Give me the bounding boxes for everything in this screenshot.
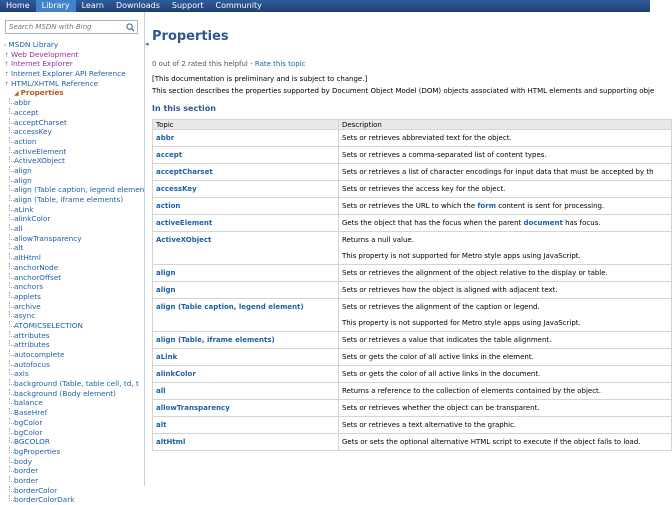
description-note: This property is not supported for Metro style apps using JavaScript. [342,319,581,327]
inline-link[interactable]: form [477,202,496,210]
description-cell [339,299,672,332]
topic-link[interactable]: align (Table caption, legend element) [153,299,339,332]
topic-link[interactable]: abbr [153,130,339,147]
toc-item[interactable] [4,176,144,186]
toc-item[interactable] [4,350,144,360]
table-row [153,332,672,349]
toc-item-label: align [14,165,32,175]
toc-item[interactable] [4,437,144,447]
topic-link[interactable]: all [153,383,339,400]
table-row [153,181,672,198]
topic-link[interactable]: ActiveXObject [153,232,339,265]
topic-link[interactable]: align [153,282,339,299]
toc-item[interactable] [4,331,144,341]
breadcrumb-item[interactable] [4,59,144,69]
description-text [342,303,668,311]
nav-tab-learn[interactable]: Learn [81,1,104,10]
description-segment: content is sent for processing. [496,202,605,210]
topic-link[interactable]: acceptCharset [153,164,339,181]
table-row [153,366,672,383]
toc-item-label: attributes [14,330,50,340]
toc-item[interactable] [4,156,144,166]
toc-current-label: Properties [20,88,64,98]
nav-tab-downloads[interactable]: Downloads [115,1,160,10]
breadcrumb-label: MSDN Library [8,40,59,49]
nav-tab-home[interactable]: Home [6,1,30,10]
toc-item-label: accept [14,107,39,117]
description-cell [339,400,672,417]
toc-item-label: anchors [14,282,43,292]
search-icon[interactable] [126,23,135,32]
description-cell [339,164,672,181]
breadcrumb-item[interactable] [4,50,144,60]
toc-item-label: align (Table, iframe elements) [14,195,124,204]
breadcrumb-label: HTML/XHTML Reference [11,78,99,88]
toc-item[interactable] [4,302,144,312]
nav-tab-library[interactable]: Library [36,0,76,12]
table-header-row [153,120,672,130]
toc-item[interactable] [4,243,144,253]
toc-item[interactable] [4,205,144,215]
description-cell [339,181,672,198]
toc-item[interactable] [4,408,144,418]
description-cell [339,434,672,451]
description-text [342,134,668,142]
description-segment: Returns a null value. [342,236,414,244]
table-row [153,417,672,434]
description-segment: Sets or gets the color of all active links in the element. [342,353,534,361]
toc-item[interactable] [4,428,144,438]
toc-item-label: autocomplete [14,350,65,359]
page-title: Properties [152,29,229,44]
rating-line: 0 out of 2 rated this helpful - Rate this topic [152,60,306,68]
toc-item-label: archive [14,301,41,311]
description-segment: has focus. [562,219,601,227]
toc-item[interactable] [4,166,144,176]
description-segment: Gets or sets the optional alternative HTML script to execute if the object fails to load. [342,438,641,446]
topic-link[interactable]: altHtml [153,434,339,451]
description-segment: Sets or retrieves whether the object can be transparent. [342,404,540,412]
main-content [152,12,655,486]
toc-item[interactable] [4,495,144,505]
table-row [153,215,672,232]
toc-item-label: axis [14,369,29,379]
column-header-topic: Topic [153,120,339,130]
description-text [342,168,668,176]
toc-item-label: activeElement [14,146,67,156]
toc-item-label: BGCOLOR [14,437,50,447]
toc-item[interactable] [4,108,144,118]
collapse-sidebar-icon[interactable]: ◂ [145,40,149,48]
description-cell [339,366,672,383]
toc-item-label: align [14,175,32,185]
toc-current-item [4,88,144,98]
topic-link[interactable]: action [153,198,339,215]
toc-item[interactable] [4,224,144,234]
toc-item[interactable] [4,466,144,476]
toc-item-label: acceptCharset [14,117,67,127]
description-segment: Sets or retrieves a comma-separated list of content types. [342,151,547,159]
toc-item-label: ActiveXObject [14,156,65,166]
description-segment: Sets or retrieves abbreviated text for the object. [342,134,512,142]
breadcrumb-arrow-icon: ↑ [4,51,10,59]
section-description: This section describes the properties supported by Document Object Model (DOM) objects associated with HTML elements and supporting obje [152,87,655,95]
breadcrumb-arrow-icon: ↑ [4,61,10,69]
toc-item[interactable] [4,321,144,331]
breadcrumb-arrow-icon: ‹ [4,42,7,49]
toc-tree [4,40,144,505]
description-cell [339,265,672,282]
toc-item[interactable] [4,292,144,302]
toc-item-label: applets [14,291,41,301]
description-segment: Sets or retrieves the access key for the object. [342,185,506,193]
toc-item[interactable] [4,263,144,273]
toc-item[interactable] [4,447,144,457]
toc-item-label: accessKey [14,127,52,137]
toc-item[interactable] [4,389,144,399]
description-cell [339,215,672,232]
description-text [342,269,668,277]
toc-item[interactable] [4,253,144,263]
toc-item-label: allowTransparency [14,233,82,243]
topic-link[interactable]: aLink [153,349,339,366]
toc-item[interactable] [4,311,144,321]
nav-tab-community[interactable]: Community [215,1,262,10]
toc-item-label: all [14,224,23,234]
description-segment: Gets the object that has the focus when the parent [342,219,524,227]
description-cell [339,198,672,215]
description-text [342,353,668,361]
table-row [153,130,672,147]
description-segment: Sets or retrieves how the object is aligned with adjacent text. [342,286,558,294]
description-cell [339,130,672,147]
toc-item-label: background (Body element) [14,388,116,398]
table-row [153,265,672,282]
rate-topic-link[interactable]: Rate this topic [254,60,306,68]
toc-item[interactable] [4,379,144,389]
toc-item[interactable] [4,282,144,292]
description-text [342,404,668,412]
nav-tab-support[interactable]: Support [171,1,204,10]
toc-item-label: borderColorDark [14,495,75,505]
description-segment: Sets or gets the color of all active links in the document. [342,370,541,378]
toc-item-label: alt [14,243,24,253]
toc-item[interactable] [4,476,144,486]
toc-item[interactable] [4,195,144,205]
preliminary-note: [This documentation is preliminary and is subject to change.] [152,75,368,83]
toc-item-label: ATOMICSELECTION [14,320,83,330]
toc-item[interactable] [4,147,144,157]
description-segment: Sets or retrieves the alignment of the object relative to the display or table. [342,269,608,277]
breadcrumb-arrow-icon: ↑ [4,71,10,79]
description-text [342,286,668,294]
description-cell [339,282,672,299]
topic-link[interactable]: accessKey [153,181,339,198]
table-row [153,434,672,451]
properties-table [152,119,672,451]
in-this-section-heading: In this section [152,104,216,113]
description-note: This property is not supported for Metro style apps using JavaScript. [342,252,581,260]
topic-link[interactable]: align (Table, iframe elements) [153,332,339,349]
description-text [342,421,668,429]
topic-link[interactable]: align [153,265,339,282]
top-nav [0,0,650,12]
toc-item-label: balance [14,398,43,408]
sidebar [0,12,145,505]
search-input[interactable] [6,21,124,33]
toc-item[interactable] [4,457,144,467]
breadcrumb-item[interactable] [4,40,144,50]
breadcrumb-label: Web Development [11,49,79,59]
description-text [342,185,668,193]
table-row [153,349,672,366]
toc-item-label: anchorNode [14,262,59,272]
description-text [342,202,668,210]
toc-item-label: altHtml [14,253,41,263]
toc-item[interactable] [4,137,144,147]
toc-item[interactable] [4,127,144,137]
description-segment: Sets or retrieves the alignment of the caption or legend. [342,303,540,311]
breadcrumb-label: Internet Explorer API Reference [11,69,126,79]
table-row [153,299,672,332]
topic-link[interactable]: activeElement [153,215,339,232]
toc-item-label: borderColor [14,485,58,495]
table-row [153,282,672,299]
description-text [342,336,668,344]
topic-link[interactable]: alt [153,417,339,434]
description-text [342,370,668,378]
toc-item[interactable] [4,273,144,283]
toc-item-label: bgColor [14,417,43,427]
table-row [153,383,672,400]
toc-item-label: border [14,466,39,476]
description-segment: Sets or retrieves a text alternative to the graphic. [342,421,517,429]
breadcrumb-arrow-icon: ↑ [4,80,10,88]
toc-item[interactable] [4,234,144,244]
toc-item-label: border [14,475,39,485]
topic-link[interactable]: accept [153,147,339,164]
description-text [342,219,668,227]
inline-link[interactable]: document [523,219,563,227]
toc-item[interactable] [4,398,144,408]
column-header-description: Description [339,120,672,130]
description-text [342,438,668,446]
table-row [153,147,672,164]
collapse-arrow-icon: ◢ [14,90,19,98]
table-row [153,232,672,265]
toc-item-label: alinkColor [14,214,51,224]
description-text [342,236,668,244]
toc-item-label: abbr [14,98,31,108]
search-box[interactable] [5,20,138,34]
toc-item[interactable] [4,486,144,496]
topic-link[interactable]: allowTransparency [153,400,339,417]
description-text [342,151,668,159]
table-row [153,164,672,181]
toc-item-label: async [14,311,36,321]
toc-item[interactable] [4,214,144,224]
description-cell [339,417,672,434]
toc-item-label: body [14,456,33,466]
toc-item[interactable] [4,118,144,128]
toc-item-label: align (Table caption, legend elemen [14,185,145,195]
description-cell [339,349,672,366]
toc-item-label: bgColor [14,427,43,437]
toc-item-label: aLink [14,204,34,214]
description-text [342,387,668,395]
description-segment: Sets or retrieves a value that indicates the table alignment. [342,336,552,344]
topic-link[interactable]: alinkColor [153,366,339,383]
toc-item-label: anchorOffset [14,272,62,282]
toc-item[interactable] [4,340,144,350]
toc-item[interactable] [4,418,144,428]
toc-item-label: attributes [14,340,50,350]
description-cell [339,332,672,349]
table-row [153,198,672,215]
toc-item-label: action [14,136,37,146]
description-cell [339,232,672,265]
breadcrumb-item[interactable] [4,69,144,79]
toc-item-label: background (Table, table cell, td, t [14,379,139,389]
rating-text: 0 out of 2 rated this helpful [152,60,248,68]
breadcrumb-label: Internet Explorer [11,59,73,69]
description-segment: Sets or retrieves the URL to which the [342,202,478,210]
description-segment: Returns a reference to the collection of elements contained by the object. [342,387,602,395]
toc-item[interactable] [4,369,144,379]
table-row [153,400,672,417]
toc-item[interactable] [4,185,144,195]
toc-item-label: autofocus [14,359,50,369]
toc-item[interactable] [4,360,144,370]
toc-item-label: BaseHref [14,408,48,418]
description-cell [339,383,672,400]
description-segment: Sets or retrieves a list of character encodings for input data that must be accepted by th [342,168,654,176]
description-cell [339,147,672,164]
toc-item-label: bgProperties [14,446,61,456]
toc-item[interactable] [4,98,144,108]
breadcrumb-item[interactable] [4,79,144,89]
